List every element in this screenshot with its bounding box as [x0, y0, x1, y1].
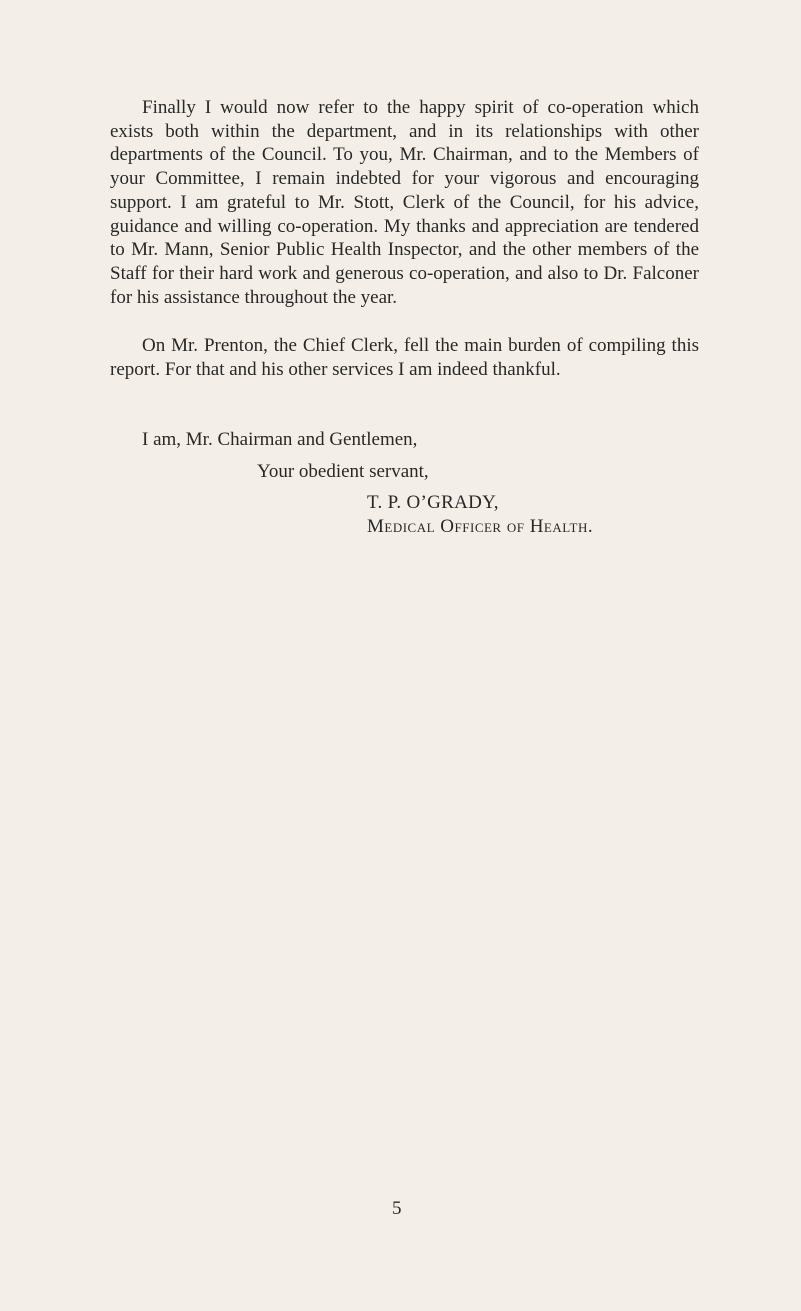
report-compilation-paragraph: On Mr. Prenton, the Chief Clerk, fell the main burden of compiling this report. For that and his other services I am indeed thankful. [110, 335, 699, 380]
valediction: Your obedient servant, [257, 461, 429, 482]
closing-salutation: I am, Mr. Chairman and Gentlemen, [142, 429, 418, 450]
acknowledgements-paragraph: Finally I would now refer to the happy spirit of co-operation which exists both within the department, and in its relationships with other departments of the Council. To you, Mr. Chairman, and to the Members of your Committee, I remain indebted for your vigorous and encouraging support. I am grateful to Mr. Stott, Clerk of the Council, for his advice, guidance and willing co-operation. My thanks and appreciation are tendered to Mr. Mann, Senior Public Health Inspector, and the other members of the Staff for their hard work and generous co-operation, and also to Dr. Falconer for his assistance throughout the year. [110, 97, 699, 308]
signatory-name: T. P. O’GRADY, [367, 492, 499, 513]
signatory-title: Medical Officer of Health. [367, 516, 594, 537]
page-number: 5 [392, 1198, 402, 1219]
